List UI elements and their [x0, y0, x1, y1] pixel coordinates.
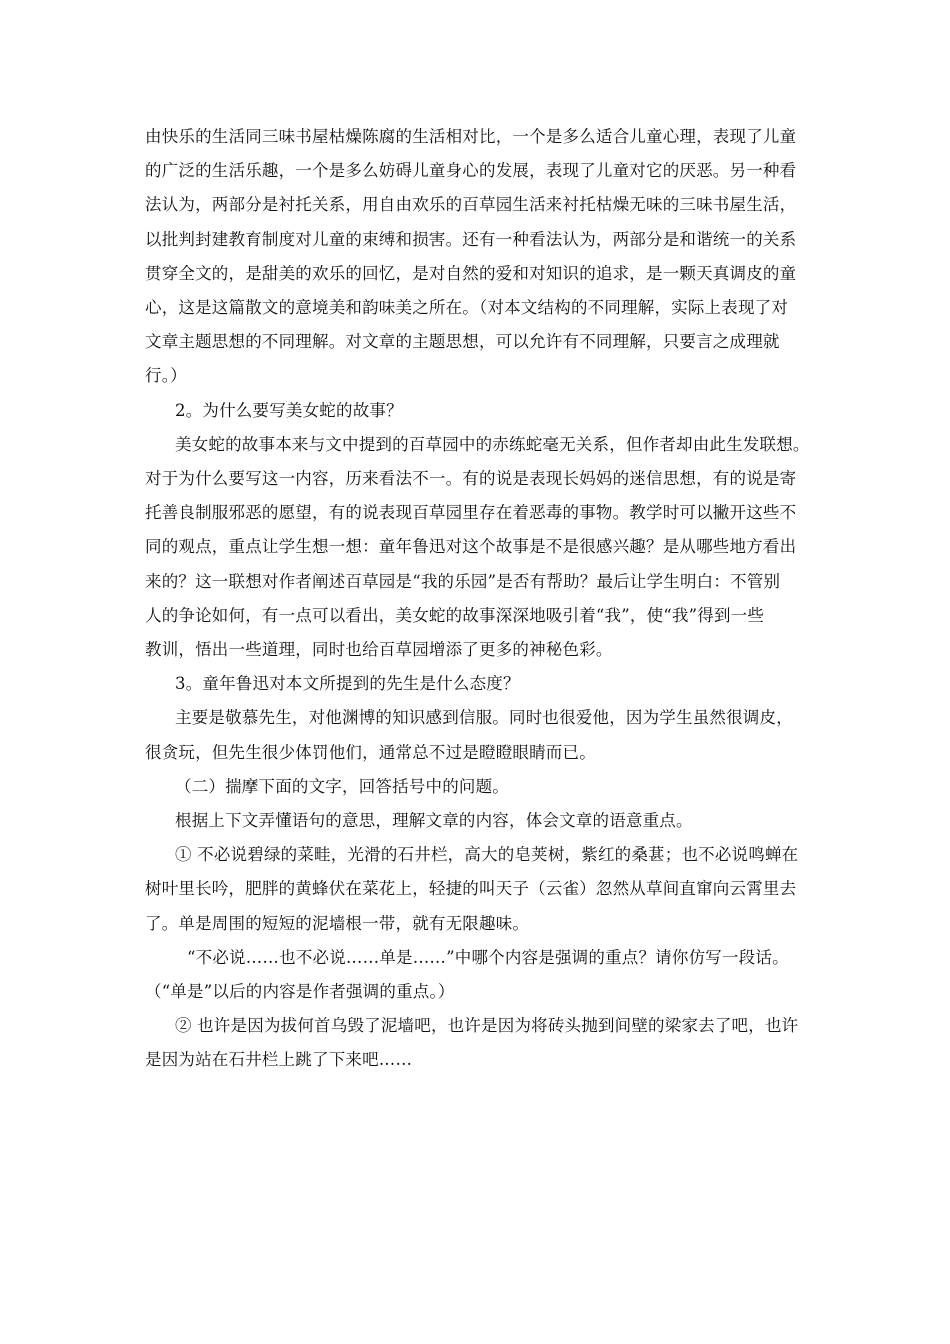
paragraph-line: 托善良制服邪恶的愿望，有的说表现百草园里存在着恶毒的事物。教学时可以撇开这些不 [145, 503, 797, 523]
paragraph-line: 很贪玩，但先生很少体罚他们，通常总不过是瞪瞪眼睛而已。 [145, 742, 596, 762]
paragraph-line: 心，这是这篇散文的意境美和韵味美之所在。（对本文结构的不同理解，实际上表现了对 [145, 298, 789, 318]
paragraph-line: 人的争论如何，有一点可以看出，美女蛇的故事深深地吸引着“我”，使“我”得到一些 [145, 605, 765, 625]
section-heading-2: （二）揣摩下面的文字，回答括号中的问题。 [175, 776, 509, 796]
paragraph-line: 法认为，两部分是衬托关系，用自由欢乐的百草园生活来衬托枯燥无味的三味书屋生活， [145, 195, 797, 215]
document-body [145, 120, 815, 1078]
paragraph-line: 行。） [145, 366, 187, 386]
paragraph-line: 了。单是周围的短短的泥墙根一带，就有无限趣味。 [145, 913, 530, 933]
paragraph-line: 来的？这一联想对作者阐述百草园是“我的乐园”是否有帮助？最后让学生明白：不管别 [145, 571, 781, 591]
example-2-line: ② 也许是因为拔何首乌毁了泥墙吧，也许是因为将砖头抛到间壁的梁家去了吧，也许 [175, 1016, 799, 1036]
paragraph-line: 的广泛的生活乐趣，一个是多么妨碍儿童身心的发展，表现了儿童对它的厌恶。另一种看 [145, 161, 797, 181]
paragraph-line: 主要是敬慕先生，对他渊博的知识感到信服。同时也很爱他，因为学生虽然很调皮， [175, 708, 793, 728]
paragraph-line: 美女蛇的故事本来与文中提到的百草园中的赤练蛇毫无关系，但作者却由此生发联想。 [175, 434, 810, 454]
example-1-line: ① 不必说碧绿的菜畦，光滑的石井栏，高大的皂荚树，紫红的桑葚；也不必说鸣蝉在 [175, 845, 799, 865]
question-heading-2: 2。为什么要写美女蛇的故事？ [175, 400, 403, 420]
paragraph-line: 同的观点，重点让学生想一想：童年鲁迅对这个故事是不是很感兴趣？是从哪些地方看出 [145, 537, 797, 557]
paragraph-line: 文章主题思想的不同理解。对文章的主题思想，可以允许有不同理解，只要言之成理就 [145, 332, 780, 352]
paragraph-line: 以批判封建教育制度对儿童的束缚和损害。还有一种看法认为，两部分是和谐统一的关系 [145, 229, 797, 249]
paragraph-line: 对于为什么要写这一内容，历来看法不一。有的说是表现长妈妈的迷信思想，有的说是寄 [145, 469, 797, 489]
paragraph-line: 教训，悟出一些道理，同时也给百草园增添了更多的神秘色彩。 [145, 640, 613, 660]
paragraph-line: 根据上下文弄懂语句的意思，理解文章的内容，体会文章的语意重点。 [175, 811, 693, 831]
question-line: “不必说……也不必说……单是……”中哪个内容是强调的重点？请你仿写一段话。 [187, 947, 789, 967]
paragraph-line: 由快乐的生活同三味书屋枯燥陈腐的生活相对比，一个是多么适合儿童心理，表现了儿童 [145, 127, 797, 146]
paragraph-line: 贯穿全文的，是甜美的欢乐的回忆，是对自然的爱和对知识的追求，是一颗天真调皮的童 [145, 263, 797, 283]
paragraph-line: 树叶里长吟，肥胖的黄蜂伏在菜花上，轻捷的叫天子（云雀）忽然从草间直窜向云霄里去 [145, 879, 797, 899]
question-heading-3: 3。童年鲁迅对本文所提到的先生是什么态度？ [175, 674, 520, 694]
paragraph-line: 是因为站在石井栏上跳了下来吧…… [145, 1050, 413, 1070]
answer-line: （“单是”以后的内容是作者强调的重点。） [145, 982, 455, 1002]
